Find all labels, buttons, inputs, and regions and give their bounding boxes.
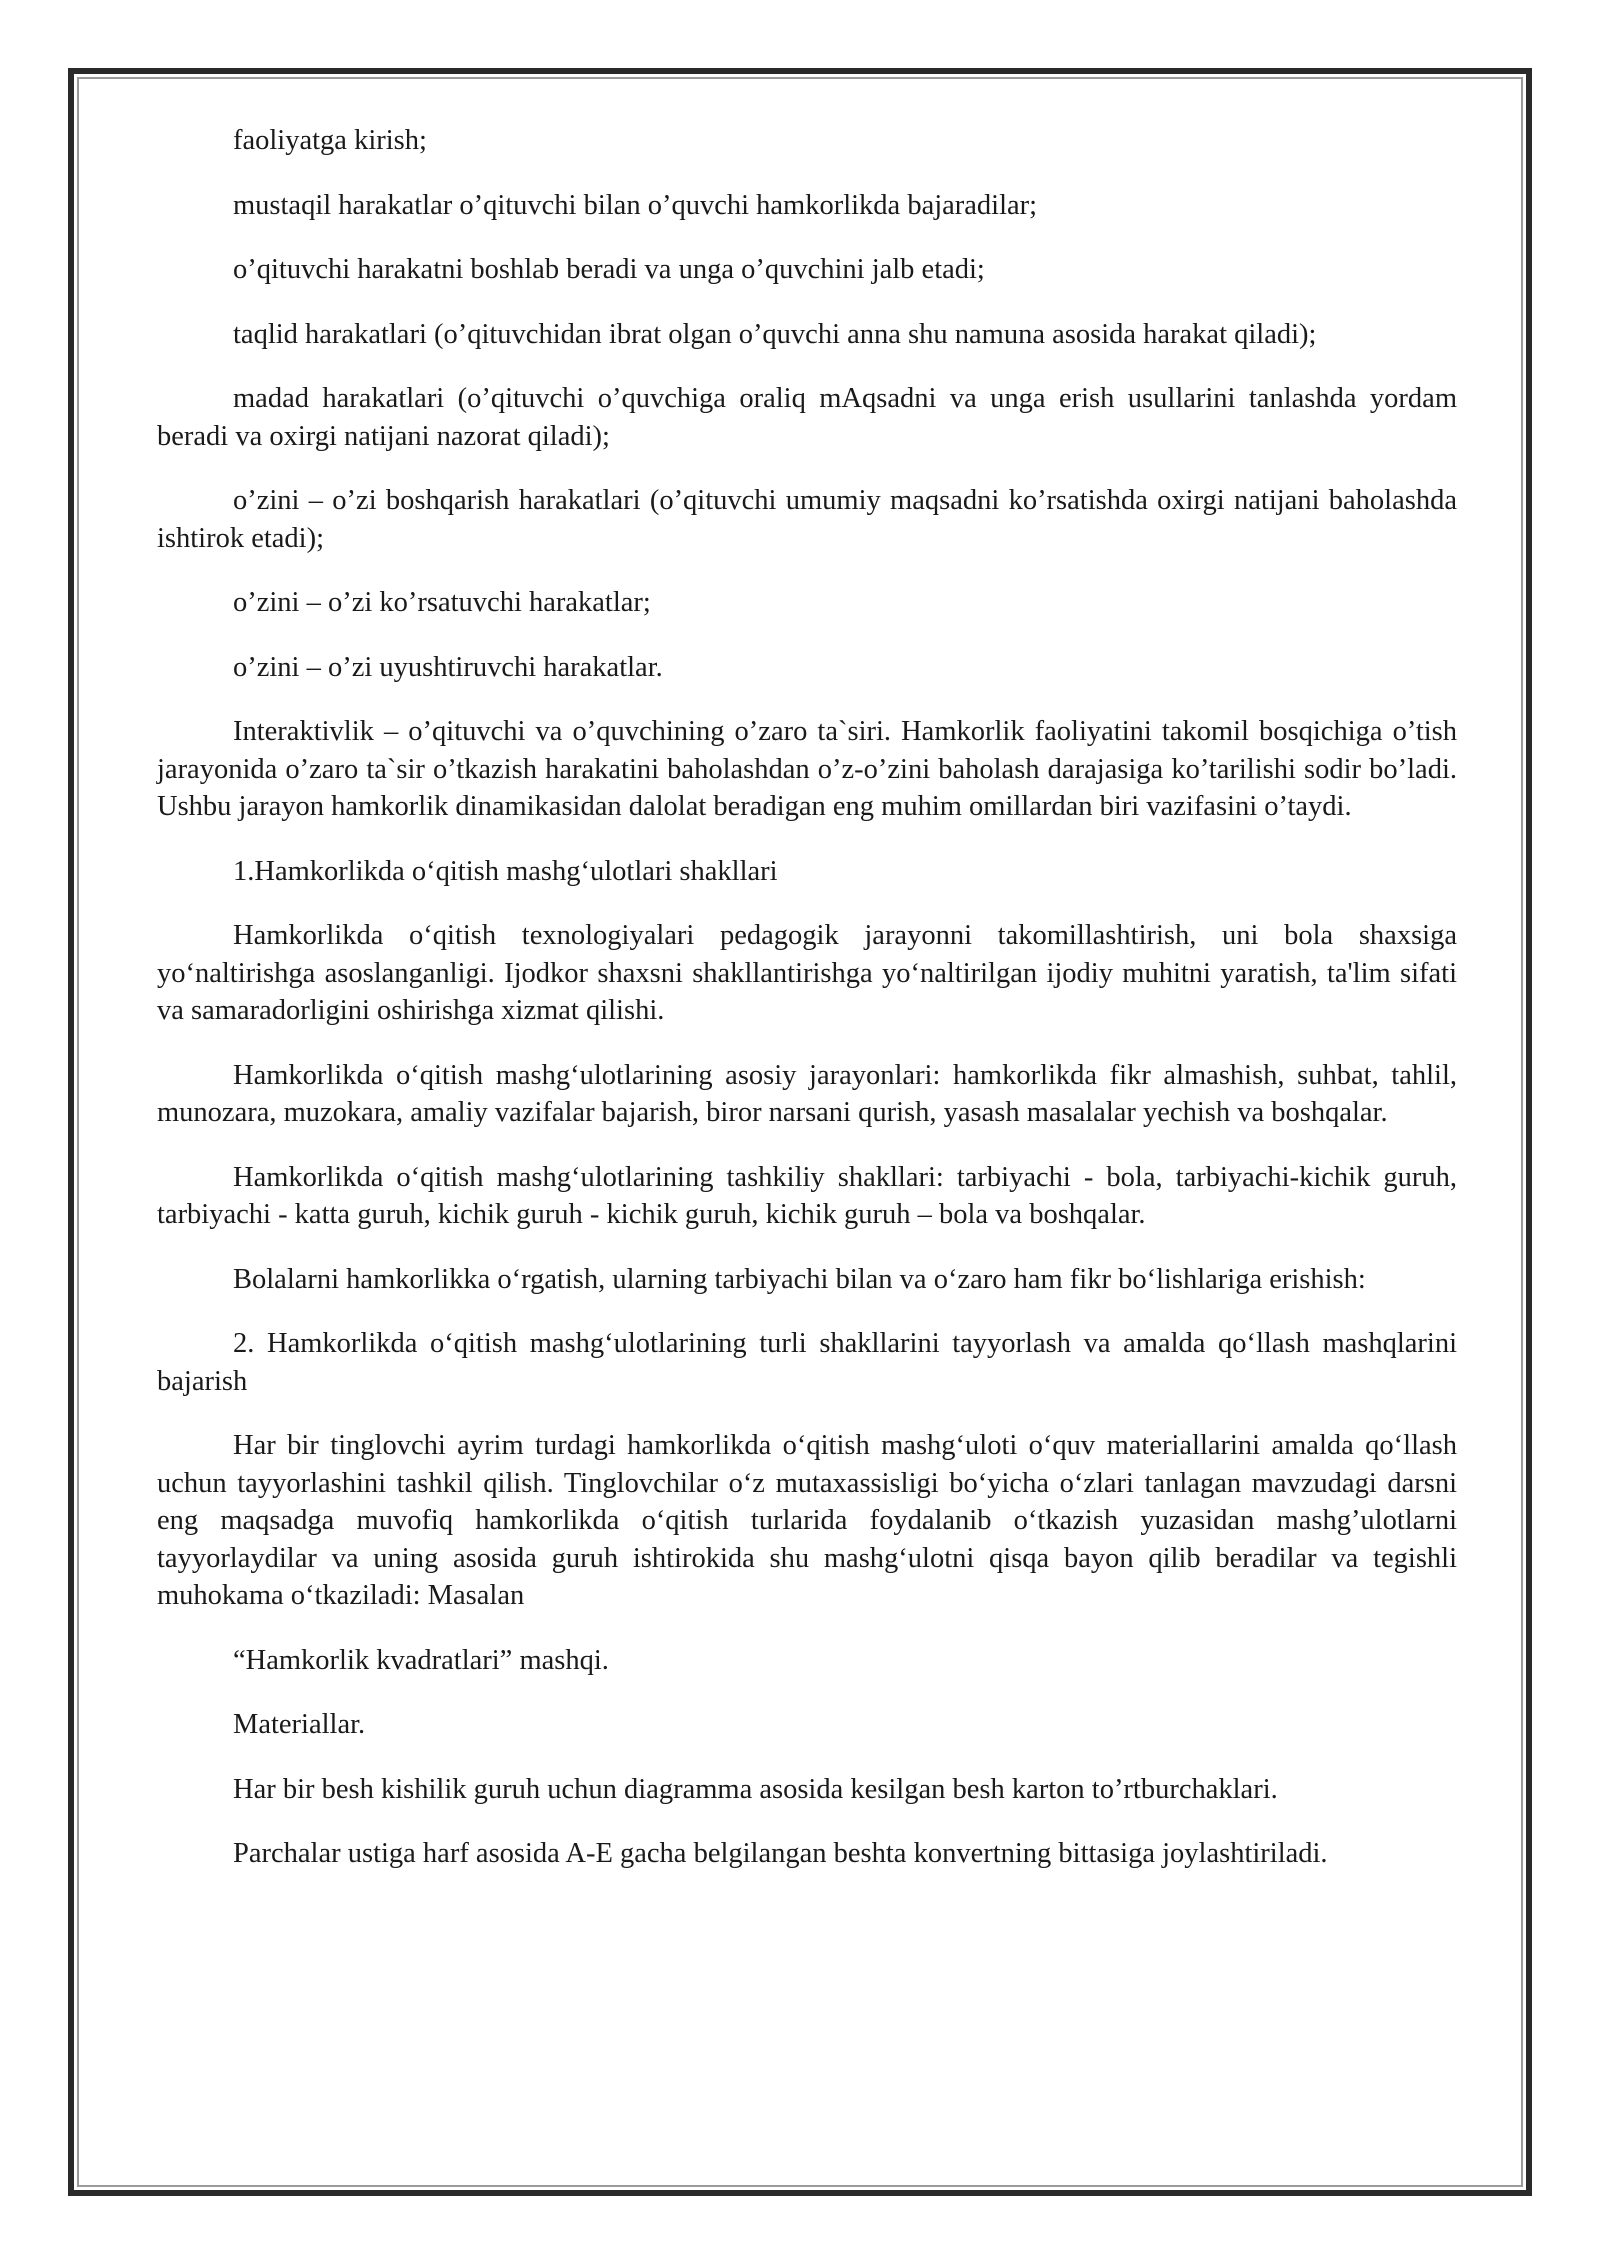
paragraph: Hamkorlikda oʻqitish texnologiyalari pedagogik jarayonni takomillashtirish, uni bola shaxsiga yoʻnaltirishga asoslanganligi. Ijodkor shaxsni shakllantirishga yoʻnaltirilgan ijodiy muhitni yaratish, ta'lim sifati va samaradorligini oshirishga xizmat qilishi. <box>157 920 1457 1026</box>
paragraph: Hamkorlikda oʻqitish mashgʻulotlarining asosiy jarayonlari: hamkorlikda fikr almashish, suhbat, tahlil, munozara, muzokara, amaliy vazifalar bajarish, biror narsani qurish, yasash masalalar yechish va boshqalar. <box>157 1059 1457 1128</box>
paragraph: Parchalar ustiga harf asosida A-E gacha belgilangan beshta konvertning bittasiga joylashtiriladi. <box>233 1838 1328 1869</box>
paragraph: Materiallar. <box>233 1709 366 1740</box>
section-heading: 1.Hamkorlikda oʻqitish mashgʻulotlari shakllari <box>233 855 778 887</box>
paragraph: mustaqil harakatlar o’qituvchi bilan o’quvchi hamkorlikda bajaradilar; <box>233 189 1038 221</box>
paragraph: taqlid harakatlari (o’qituvchidan ibrat olgan o’quvchi anna shu namuna asosida harakat qiladi); <box>233 318 1317 350</box>
paragraph: Har bir tinglovchi ayrim turdagi hamkorlikda oʻqitish mashgʻuloti oʻquv materiallarini amalda qoʻllash uchun tayyorlashini tashkil qilish. Tinglovchilar oʻz mutaxassisligi boʻyicha oʻzlari tanlagan mavzudagi darsni eng maqsadga muvofiq hamkorlikda oʻqitish turlarida foydalanib oʻtkazish yuzasidan mashg’ulotlarni tayyorlaydilar va uning asosida guruh ishtirokida shu mashgʻulotni qisqa bayon qilib beradilar va tegishli muhokama oʻtkaziladi: Masalan <box>157 1430 1457 1611</box>
section-heading: 2. Hamkorlikda oʻqitish mashgʻulotlarining turli shakllarini tayyorlash va amalda qoʻllash mashqlarini bajarish <box>157 1328 1457 1397</box>
document-body <box>157 122 1457 1900</box>
paragraph: Interaktivlik – o’qituvchi va o’quvchining o’zaro ta`siri. Hamkorlik faoliyatini takomil bosqichiga o’tish jarayonida o’zaro ta`sir o’tkazish harakatini baholashdan o’z-o’zini baholash darajasiga ko’tarilishi sodir bo’ladi. Ushbu jarayon hamkorlik dinamikasidan dalolat beradigan eng muhim omillardan biri vazifasini o’taydi. <box>157 716 1457 822</box>
paragraph: madad harakatlari (o’qituvchi o’quvchiga oraliq mAqsadni va unga erish usullarini tanlashda yordam beradi va oxirgi natijani nazorat qiladi); <box>157 383 1457 452</box>
paragraph: o’zini – o’zi ko’rsatuvchi harakatlar; <box>233 587 651 618</box>
paragraph: “Hamkorlik kvadratlari” mashqi. <box>233 1644 609 1676</box>
paragraph: Hamkorlikda oʻqitish mashgʻulotlarining tashkiliy shakllari: tarbiyachi - bola, tarbiyachi-kichik guruh, tarbiyachi - katta guruh, kichik guruh - kichik guruh, kichik guruh – bola va boshqalar. <box>157 1161 1457 1230</box>
paragraph: o’qituvchi harakatni boshlab beradi va unga o’quvchini jalb etadi; <box>233 254 985 285</box>
paragraph: o’zini – o’zi boshqarish harakatlari (o’qituvchi umumiy maqsadni ko’rsatishda oxirgi natijani baholashda ishtirok etadi); <box>157 485 1457 554</box>
page-frame <box>68 68 1532 2196</box>
paragraph: Bolalarni hamkorlikka oʻrgatish, ularning tarbiyachi bilan va oʻzaro ham fikr boʻlishlariga erishish: <box>233 1263 1366 1295</box>
paragraph: Har bir besh kishilik guruh uchun diagramma asosida kesilgan besh karton to’rtburchaklari. <box>233 1773 1278 1805</box>
paragraph: o’zini – o’zi uyushtiruvchi harakatlar. <box>233 651 663 683</box>
paragraph: faoliyatga kirish; <box>233 125 427 156</box>
